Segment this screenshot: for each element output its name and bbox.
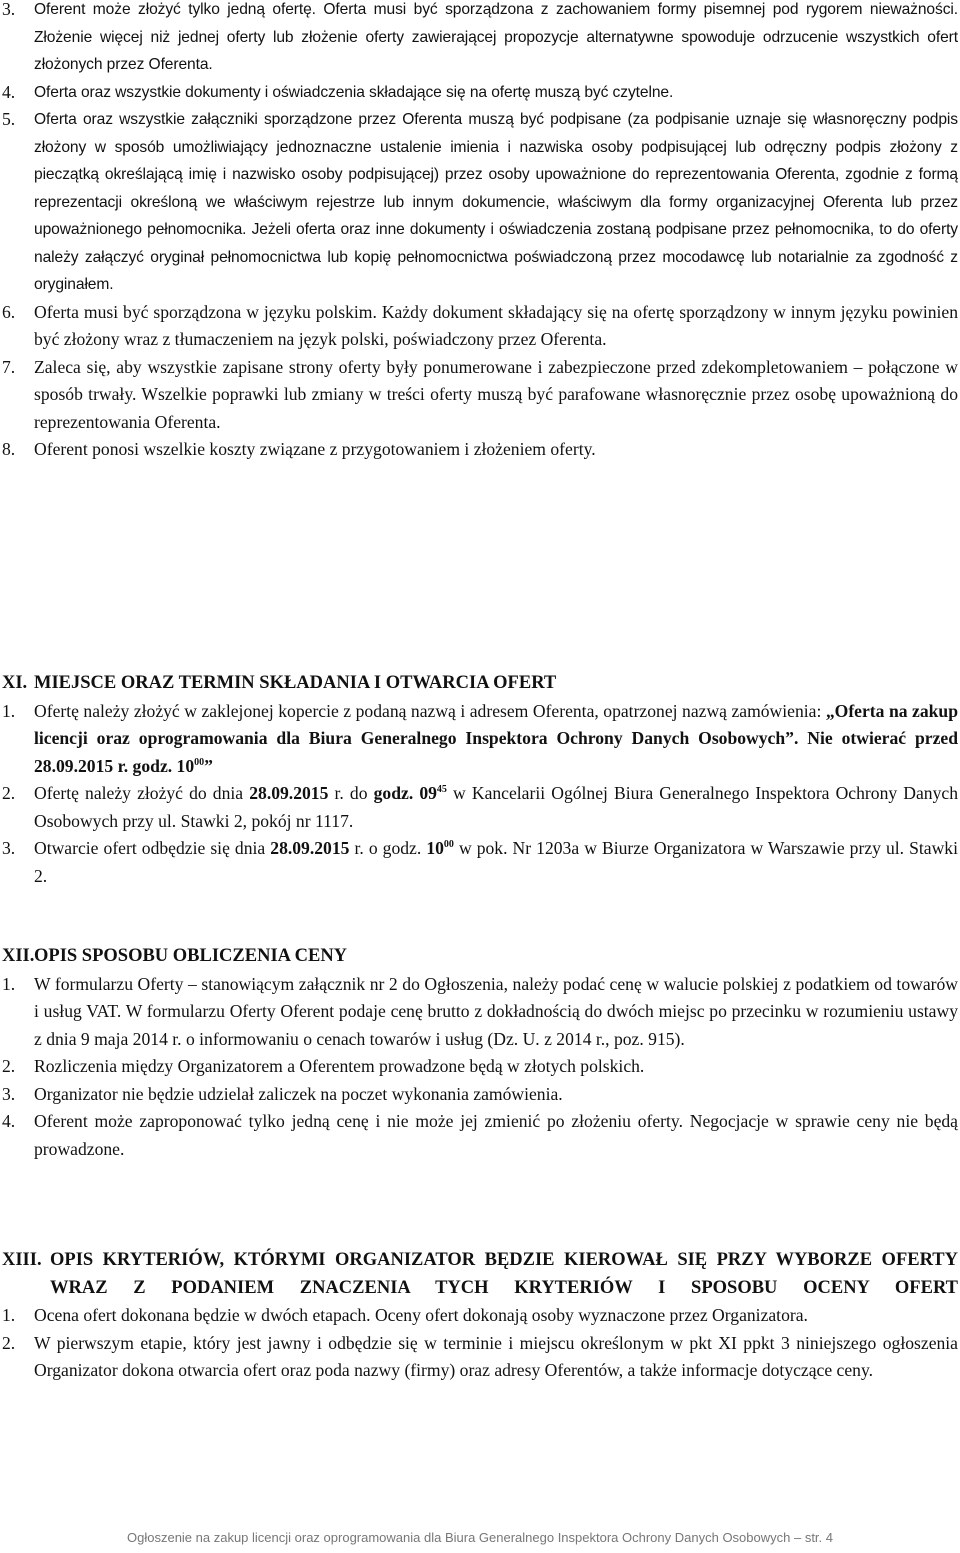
list-item (0, 1330, 958, 1385)
item-text: Oferent ponosi wszelkie koszty związane z przygotowaniem i złożeniem oferty. (34, 439, 596, 459)
item-text: Oferta musi być sporządzona w języku polskim. Każdy dokument składający się na ofertę sporządzony w innym języku powinien być złożony wraz z tłumaczeniem na język polski, poświadczony przez Oferenta. (34, 301, 958, 349)
item-text-plain: w Kancelarii Ogólnej Biura Generalnego Inspektora Ochrony Danych Osobowych przy ul. Stawki 2, pokój nr 1117. (34, 783, 958, 831)
list-item (0, 436, 958, 464)
item-text-plain: Otwarcie ofert odbędzie się dnia (34, 838, 271, 858)
item-number: 4. (2, 81, 16, 102)
list-item (0, 106, 958, 299)
deadline-time-text: godz. 09 (373, 783, 437, 803)
list-item (0, 971, 958, 1054)
item-number: 1. (2, 700, 16, 721)
list-item (0, 1053, 958, 1081)
item-text: Zaleca się, aby wszystkie zapisane strony oferty były ponumerowane i zabezpieczone przed zdekompletowaniem – połączone w sposób trwały. Wszelkie poprawki lub zmiany w treści oferty muszą być parafowane własnoręcznie przez osobę upoważnioną do reprezentowania Oferenta. (34, 356, 958, 432)
item-text-plain: Ofertę należy złożyć do dnia (34, 783, 250, 803)
section-x-items (0, 0, 958, 464)
order-name-text: „Oferta na zakup licencji oraz oprogramowania dla Biura Generalnego Inspektora Ochrony Danych Osobowych”. Nie otwierać przed 28.09.2015 r. godz. 10 (34, 700, 958, 776)
opening-time (426, 838, 454, 858)
item-number: 8. (2, 439, 16, 459)
item-text: Oferent może złożyć tylko jedną ofertę. Oferta musi być sporządzona z zachowaniem formy pisemnej pod rygorem nieważności. Złożenie więcej niż jednej oferty lub złożenie oferty zawierającej propozycje alternatywne spowoduje odrzucenie wszystkich ofert złożonych przez Oferenta. (34, 1, 958, 73)
list-item (0, 780, 958, 835)
page-footer: Ogłoszenie na zakup licencji oraz oprogramowania dla Biura Generalnego Inspektora Ochrony Danych Osobowych – str. 4 (127, 1530, 833, 1545)
item-number: 3. (2, 838, 16, 858)
item-number: 6. (2, 301, 16, 322)
item-number: 2. (2, 1332, 16, 1353)
item-text: Rozliczenia między Organizatorem a Oferentem prowadzone będą w złotych polskich. (34, 1056, 645, 1076)
section-xiii (0, 1247, 958, 1385)
opening-date: 28.09.2015 (270, 838, 350, 858)
item-text-plain: r. do (328, 783, 374, 803)
item-number: 2. (2, 783, 16, 803)
section-title: MIEJSCE ORAZ TERMIN SKŁADANIA I OTWARCIA OFERT (34, 673, 557, 693)
item-text (34, 698, 958, 781)
list-item (0, 1108, 958, 1163)
section-title (50, 1247, 958, 1302)
item-text: Oferta oraz wszystkie załączniki sporządzone przez Oferenta muszą być podpisane (za podpisanie uznaje się własnoręczny podpis złożony w sposób umożliwiający jednoznaczne ustalenie imienia i nazwiska osoby podpisującej lub odręczny podpis złożony z pieczątką określającą imię i nazwisko osoby podpisującej) przez osoby upoważnione do reprezentowania Oferenta, zgodnie z formą reprezentacji określoną we właściwym rejestrze lub innym dokumencie, właściwym dla formy organizacyjnej Oferenta lub przez upoważnionego pełnomocnika. Jeżeli oferta oraz inne dokumenty i oświadczenia zostaną podpisane przez pełnomocnika, to do oferty należy załączyć oryginał pełnomocnictwa lub kopię pełnomocnictwa poświadczoną przez mocodawcę lub notarialnie za zgodność z oryginałem. (34, 111, 958, 293)
section-number: XII. (2, 946, 35, 966)
item-text (34, 835, 958, 890)
item-text: Oferent może zaproponować tylko jedną cenę i nie może jej zmienić po złożeniu oferty. Negocjacje w sprawie ceny nie będą prowadzone. (34, 1111, 958, 1159)
section-heading (0, 943, 958, 971)
list-item (0, 354, 958, 437)
list-item (0, 698, 958, 781)
item-text-plain: Ofertę należy złożyć w zaklejonej kopercie z podaną nazwą i adresem Oferenta, opatrzonej nazwą zamówienia: (34, 700, 826, 721)
list-item (0, 299, 958, 354)
section-heading (0, 670, 958, 698)
section-number: XI. (2, 673, 28, 693)
item-text: Organizator nie będzie udzielał zaliczek na poczet wykonania zamówienia. (34, 1083, 563, 1104)
closing-quote: ” (204, 755, 213, 776)
item-number: 4. (2, 1111, 16, 1131)
item-text-plain: w pok. Nr 1203a w Biurze Organizatora w Warszawie przy ul. Stawki 2. (34, 838, 958, 886)
section-heading (0, 1247, 958, 1302)
item-number: 3. (2, 0, 16, 19)
item-text: W pierwszym etapie, który jest jawny i odbędzie się w terminie i miejscu określonym w pkt XI ppkt 3 niniejszego ogłoszenia Organizator dokona otwarcia ofert oraz poda nazwy (firmy) oraz adresy Oferentów, a także informacje dotyczące ceny. (34, 1332, 958, 1380)
section-xi (0, 670, 958, 890)
section-title-line: I SPOSOBU OCENY OFERT (658, 1277, 958, 1298)
section-number: XIII. (2, 1250, 42, 1270)
deadline-date: 28.09.2015 (249, 783, 329, 803)
section-xii (0, 943, 958, 1163)
deadline-time (374, 783, 447, 803)
list-item (0, 79, 958, 107)
opening-time-text: 10 (426, 838, 444, 858)
item-text (34, 780, 958, 835)
item-text: Ocena ofert dokonana będzie w dwóch etapach. Oceny ofert dokonają osoby wyznaczone przez Organizatora. (34, 1305, 808, 1325)
time-superscript: 00 (443, 839, 454, 851)
item-number: 1. (2, 1305, 16, 1325)
item-number: 3. (2, 1083, 16, 1104)
item-number: 2. (2, 1056, 16, 1076)
item-text-plain: r. o godz. (349, 838, 427, 858)
list-item (0, 835, 958, 890)
list-item (0, 1302, 958, 1330)
time-superscript: 45 (436, 784, 447, 796)
section-title-line: OPIS KRYTERIÓW, KTÓRYMI ORGANIZATOR BĘDZIE KIEROWAŁ SIĘ PRZY WYBORZE OFERTY WRAZ Z PODANIEM ZNACZENIA TYCH KRYTERIÓW (50, 1250, 958, 1298)
item-number: 1. (2, 973, 16, 994)
time-superscript: 00 (194, 756, 205, 768)
item-text: Oferta oraz wszystkie dokumenty i oświadczenia składające się na ofertę muszą być czytelne. (34, 83, 674, 101)
item-number: 7. (2, 356, 16, 377)
item-text: W formularzu Oferty – stanowiącym załącznik nr 2 do Ogłoszenia, należy podać cenę w walucie polskiej z podatkiem od towarów i usług VAT. W formularzu Oferty Oferent podaje cenę brutto z dokładnością do dwóch miejsc po przecinku w rozumieniu ustawy z dnia 9 maja 2014 r. o informowaniu o cenach towarów i usług (Dz. U. z 2014 r., poz. 915). (34, 973, 958, 1049)
section-title: OPIS SPOSOBU OBLICZENIA CENY (34, 946, 348, 966)
item-number: 5. (2, 109, 16, 129)
list-item (0, 0, 958, 79)
list-item (0, 1081, 958, 1109)
